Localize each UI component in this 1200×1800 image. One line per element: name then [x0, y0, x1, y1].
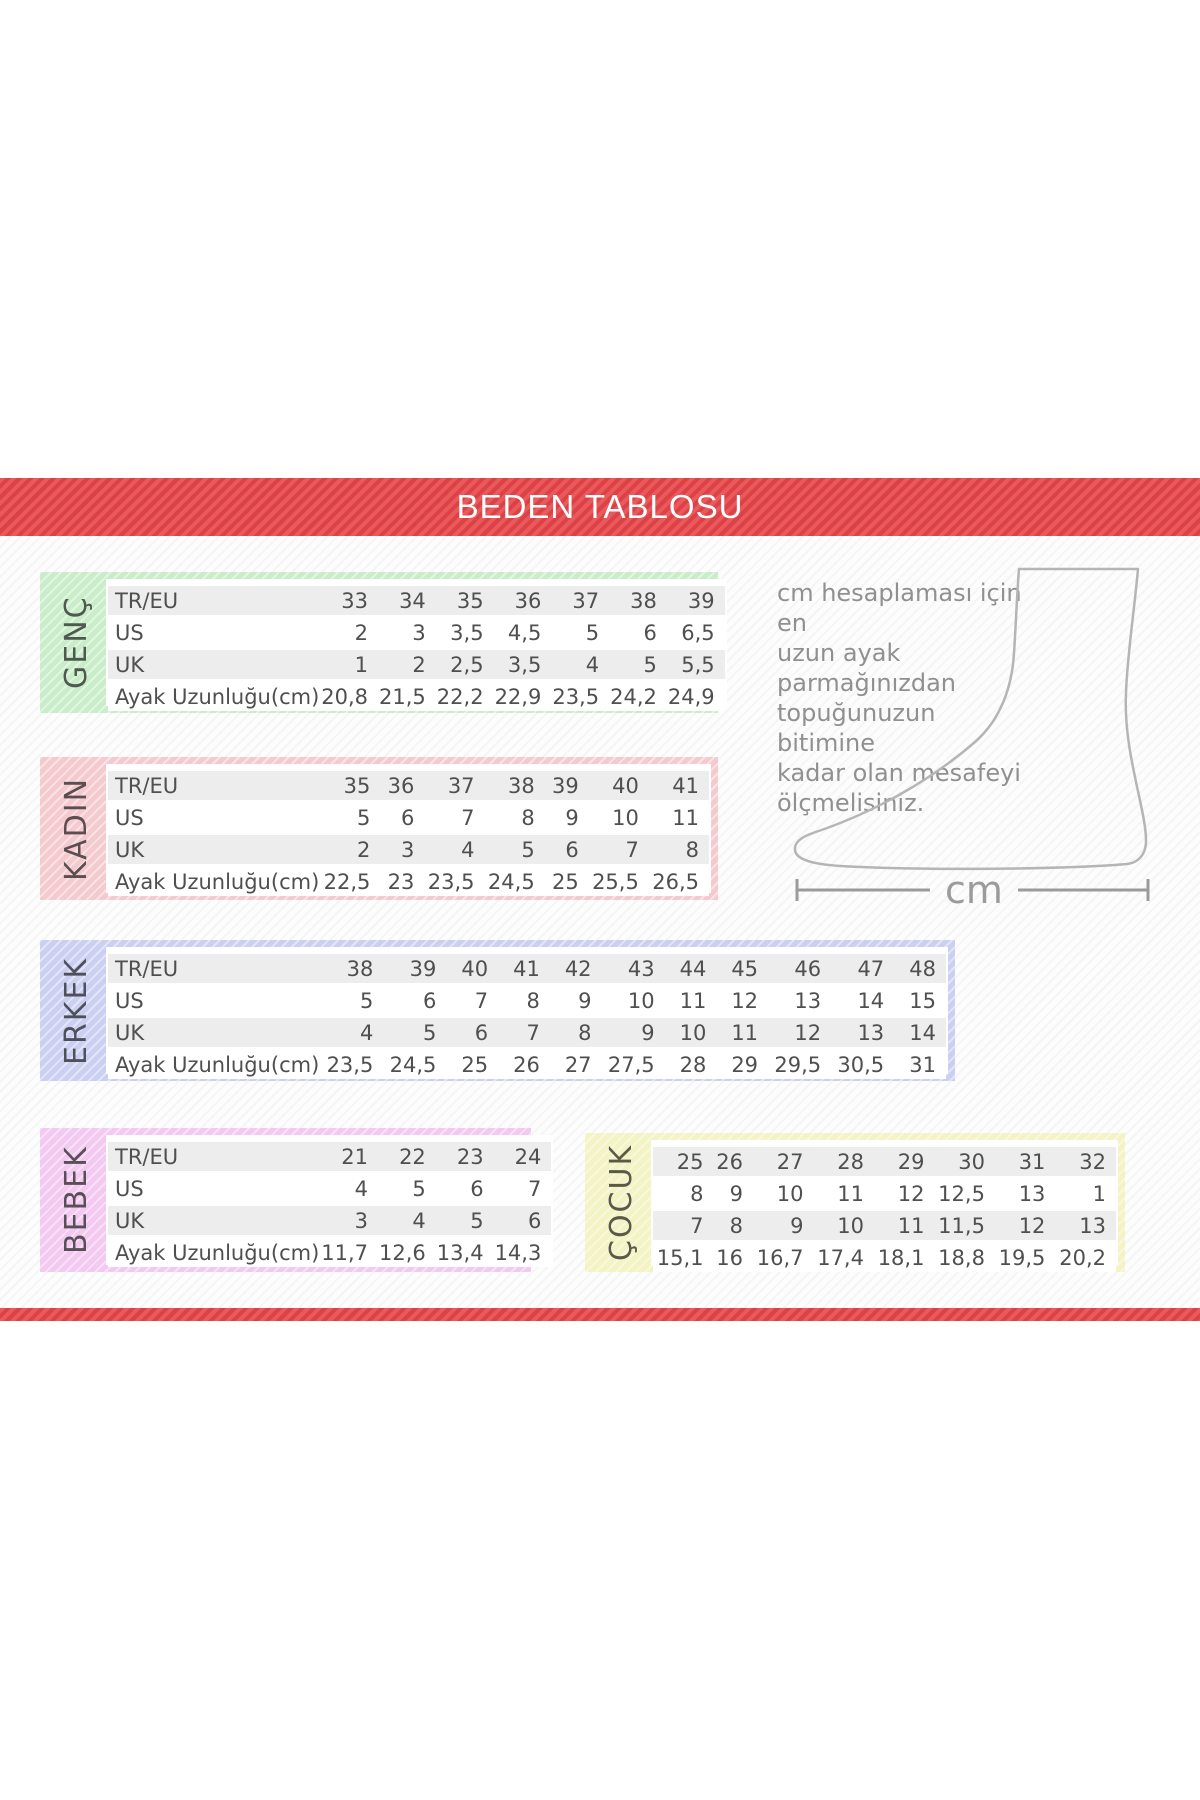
instruction-line: kadar olan mesafeyi [777, 759, 1021, 787]
size-row [108, 1238, 551, 1267]
size-cell: 5 [436, 1206, 494, 1235]
row-label: Ayak Uzunluğu(cm) [108, 682, 320, 711]
size-cell: 21,5 [378, 682, 436, 711]
size-cell: 6 [383, 986, 446, 1015]
size-cell: 2 [320, 835, 380, 864]
size-row [653, 1211, 1116, 1240]
side-label-cocuk: ÇOCUK [604, 1143, 639, 1262]
size-cell: 29 [874, 1147, 934, 1176]
size-cell: 4 [320, 1018, 383, 1047]
size-cell: 19,5 [995, 1243, 1055, 1272]
size-cell: 17,4 [813, 1243, 873, 1272]
size-cell: 11,7 [320, 1238, 378, 1267]
size-cell: 2 [378, 650, 436, 679]
size-cell: 10 [665, 1018, 717, 1047]
row-label: US [108, 986, 320, 1015]
row-label: Ayak Uzunluğu(cm) [108, 1050, 320, 1079]
size-row [108, 1174, 551, 1203]
size-cell: 35 [320, 771, 380, 800]
size-cell: 10 [753, 1179, 813, 1208]
size-row [653, 1243, 1116, 1272]
size-cell: 6 [609, 618, 667, 647]
size-cell: 7 [494, 1174, 552, 1203]
size-cell: 41 [498, 954, 550, 983]
size-row [653, 1147, 1116, 1176]
size-cell: 5 [383, 1018, 446, 1047]
size-cell: 7 [589, 835, 649, 864]
size-cell: 8 [485, 803, 545, 832]
size-cell: 13 [768, 986, 831, 1015]
size-cell: 11 [665, 986, 717, 1015]
size-cell: 29 [716, 1050, 768, 1079]
size-cell: 18,1 [874, 1243, 934, 1272]
size-cell: 31 [894, 1050, 946, 1079]
size-row [108, 986, 946, 1015]
row-label: Ayak Uzunluğu(cm) [108, 867, 320, 896]
size-cell: 30,5 [831, 1050, 894, 1079]
size-row [108, 1206, 551, 1235]
size-cell: 28 [813, 1147, 873, 1176]
row-label: UK [108, 1018, 320, 1047]
size-cell: 8 [653, 1179, 713, 1208]
size-cell: 30 [934, 1147, 994, 1176]
size-cell: 21 [320, 1142, 378, 1171]
size-cell: 26 [498, 1050, 550, 1079]
size-cell: 2 [320, 618, 378, 647]
size-cell: 15 [894, 986, 946, 1015]
size-cell: 11 [716, 1018, 768, 1047]
size-cell: 27 [753, 1147, 813, 1176]
side-label-erkek: ERKEK [59, 956, 94, 1065]
size-cell: 23 [380, 867, 424, 896]
cm-label: cm [945, 868, 1003, 912]
size-cell: 9 [602, 1018, 665, 1047]
row-label: UK [108, 650, 320, 679]
size-table-erkek [40, 940, 955, 1081]
size-cell: 5 [320, 803, 380, 832]
size-cell: 11 [813, 1179, 873, 1208]
side-label-genc: GENÇ [59, 595, 94, 690]
size-cell: 47 [831, 954, 894, 983]
size-cell: 1 [1055, 1179, 1116, 1208]
size-row [108, 1142, 551, 1171]
size-cell: 6 [494, 1206, 552, 1235]
size-cell: 25 [653, 1147, 713, 1176]
size-panel-bebek [106, 1135, 553, 1265]
size-cell: 12 [716, 986, 768, 1015]
size-cell: 5 [378, 1174, 436, 1203]
size-cell: 5 [609, 650, 667, 679]
size-cell: 34 [378, 586, 436, 615]
size-cell: 39 [383, 954, 446, 983]
size-chart-header [0, 478, 1200, 536]
size-grid-genc [108, 583, 725, 714]
size-cell: 12,5 [934, 1179, 994, 1208]
size-cell: 8 [498, 986, 550, 1015]
instruction-line: ölçmelisiniz. [777, 789, 925, 817]
size-row [108, 1018, 946, 1047]
size-cell: 13,4 [436, 1238, 494, 1267]
size-table-bebek [40, 1128, 542, 1272]
side-label-kadin: KADIN [59, 776, 94, 881]
foot-outline-icon [778, 553, 1166, 915]
size-cell: 23 [436, 1142, 494, 1171]
size-cell: 37 [551, 586, 609, 615]
size-cell: 24,9 [667, 682, 725, 711]
size-cell: 5,5 [667, 650, 725, 679]
size-cell: 12,6 [378, 1238, 436, 1267]
size-cell: 22,2 [436, 682, 494, 711]
size-cell: 22 [378, 1142, 436, 1171]
size-cell: 35 [436, 586, 494, 615]
size-row [108, 1050, 946, 1079]
row-label: TR/EU [108, 771, 320, 800]
size-table-kadin [40, 757, 718, 900]
size-cell: 11 [649, 803, 709, 832]
size-cell: 10 [589, 803, 649, 832]
size-cell: 6 [545, 835, 589, 864]
size-cell: 9 [550, 986, 602, 1015]
size-cell: 27 [550, 1050, 602, 1079]
size-table-genc [40, 572, 718, 713]
size-cell: 11,5 [934, 1211, 994, 1240]
size-cell: 24,5 [485, 867, 545, 896]
size-row [108, 954, 946, 983]
size-cell: 26,5 [649, 867, 709, 896]
size-cell: 8 [649, 835, 709, 864]
size-cell: 7 [653, 1211, 713, 1240]
size-cell: 12 [995, 1211, 1055, 1240]
size-cell: 4 [378, 1206, 436, 1235]
size-cell: 36 [494, 586, 552, 615]
size-cell: 27,5 [602, 1050, 665, 1079]
size-row [108, 803, 709, 832]
size-cell: 20,2 [1055, 1243, 1116, 1272]
instruction-line: uzun ayak parmağınızdan [777, 639, 957, 697]
size-cell: 12 [874, 1179, 934, 1208]
size-cell: 33 [320, 586, 378, 615]
size-cell: 3,5 [436, 618, 494, 647]
size-cell: 10 [813, 1211, 873, 1240]
size-cell: 40 [589, 771, 649, 800]
size-row [108, 771, 709, 800]
row-label: US [108, 1174, 320, 1203]
size-cell: 1 [320, 650, 378, 679]
size-cell: 13 [831, 1018, 894, 1047]
bottom-red-strip [0, 1308, 1200, 1321]
size-panel-erkek [106, 947, 948, 1077]
size-cell: 26 [713, 1147, 753, 1176]
size-cell: 4,5 [494, 618, 552, 647]
size-row [653, 1179, 1116, 1208]
size-cell: 13 [995, 1179, 1055, 1208]
size-cell: 8 [713, 1211, 753, 1240]
size-cell: 3 [378, 618, 436, 647]
size-cell: 13 [1055, 1211, 1116, 1240]
size-cell: 18,8 [934, 1243, 994, 1272]
size-cell: 38 [320, 954, 383, 983]
size-row [108, 586, 725, 615]
size-cell: 43 [602, 954, 665, 983]
row-label: US [108, 618, 320, 647]
size-cell: 25 [545, 867, 589, 896]
size-row [108, 682, 725, 711]
size-cell: 45 [716, 954, 768, 983]
size-cell: 39 [667, 586, 725, 615]
size-cell: 28 [665, 1050, 717, 1079]
instruction-line: topuğunuzun bitimine [777, 699, 936, 757]
size-cell: 42 [550, 954, 602, 983]
size-cell: 14 [831, 986, 894, 1015]
size-cell: 23,5 [424, 867, 484, 896]
page-title: BEDEN TABLOSU [456, 488, 744, 525]
size-cell: 8 [550, 1018, 602, 1047]
foot-outline-path [795, 569, 1146, 869]
size-grid-cocuk [653, 1144, 1116, 1275]
size-cell: 22,5 [320, 867, 380, 896]
size-cell: 23,5 [551, 682, 609, 711]
size-table-cocuk [585, 1133, 1125, 1272]
size-cell: 4 [551, 650, 609, 679]
size-cell: 7 [498, 1018, 550, 1047]
size-cell: 48 [894, 954, 946, 983]
size-cell: 39 [545, 771, 589, 800]
size-cell: 32 [1055, 1147, 1116, 1176]
size-cell: 24,2 [609, 682, 667, 711]
size-cell: 4 [320, 1174, 378, 1203]
size-cell: 36 [380, 771, 424, 800]
size-cell: 14 [894, 1018, 946, 1047]
size-cell: 7 [424, 803, 484, 832]
size-cell: 3 [320, 1206, 378, 1235]
row-label: TR/EU [108, 954, 320, 983]
size-cell: 12 [768, 1018, 831, 1047]
size-cell: 5 [485, 835, 545, 864]
instruction-line: cm hesaplaması için en [777, 579, 1022, 637]
size-cell: 46 [768, 954, 831, 983]
size-cell: 23,5 [320, 1050, 383, 1079]
size-cell: 31 [995, 1147, 1055, 1176]
size-grid-kadin [108, 768, 709, 899]
size-cell: 7 [446, 986, 498, 1015]
size-cell: 15,1 [653, 1243, 713, 1272]
size-cell: 10 [602, 986, 665, 1015]
size-row [108, 835, 709, 864]
size-row [108, 867, 709, 896]
size-grid-erkek [108, 951, 946, 1082]
size-cell: 5 [320, 986, 383, 1015]
size-cell: 6,5 [667, 618, 725, 647]
size-cell: 38 [485, 771, 545, 800]
size-cell: 40 [446, 954, 498, 983]
size-panel-kadin [106, 764, 711, 893]
size-cell: 6 [436, 1174, 494, 1203]
size-cell: 9 [753, 1211, 813, 1240]
size-cell: 41 [649, 771, 709, 800]
size-cell: 44 [665, 954, 717, 983]
size-panel-cocuk [651, 1140, 1118, 1270]
size-cell: 4 [424, 835, 484, 864]
row-label: Ayak Uzunluğu(cm) [108, 1238, 320, 1267]
size-panel-genc [106, 579, 727, 709]
size-cell: 9 [713, 1179, 753, 1208]
row-label: US [108, 803, 320, 832]
size-cell: 20,8 [320, 682, 378, 711]
side-label-bebek: BEBEK [59, 1145, 94, 1255]
size-cell: 9 [545, 803, 589, 832]
size-cell: 16,7 [753, 1243, 813, 1272]
size-cell: 25 [446, 1050, 498, 1079]
size-cell: 25,5 [589, 867, 649, 896]
size-cell: 38 [609, 586, 667, 615]
size-cell: 5 [551, 618, 609, 647]
size-cell: 29,5 [768, 1050, 831, 1079]
size-cell: 24 [494, 1142, 552, 1171]
size-cell: 37 [424, 771, 484, 800]
size-grid-bebek [108, 1139, 551, 1270]
size-row [108, 650, 725, 679]
row-label: TR/EU [108, 586, 320, 615]
row-label: TR/EU [108, 1142, 320, 1171]
size-cell: 3 [380, 835, 424, 864]
size-cell: 6 [380, 803, 424, 832]
size-cell: 2,5 [436, 650, 494, 679]
row-label: UK [108, 835, 320, 864]
size-row [108, 618, 725, 647]
size-cell: 11 [874, 1211, 934, 1240]
size-cell: 24,5 [383, 1050, 446, 1079]
size-cell: 3,5 [494, 650, 552, 679]
size-cell: 6 [446, 1018, 498, 1047]
size-cell: 22,9 [494, 682, 552, 711]
size-cell: 16 [713, 1243, 753, 1272]
row-label: UK [108, 1206, 320, 1235]
size-cell: 14,3 [494, 1238, 552, 1267]
